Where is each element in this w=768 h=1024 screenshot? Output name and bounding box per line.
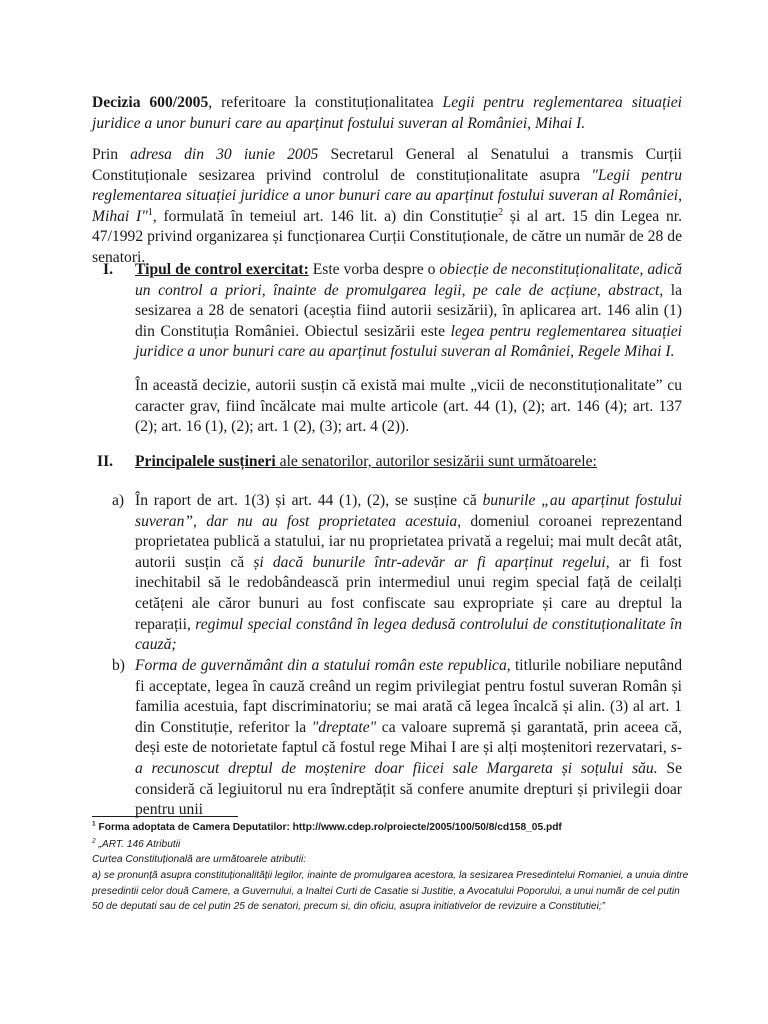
section-number-2: II. bbox=[97, 453, 114, 470]
footnote-1-text: Forma adoptata de Camera Deputatilor: http://www.cdep.ro/proiecte/2005/100/50/8/cd158_05.pdf bbox=[95, 822, 562, 833]
item-a-paragraph bbox=[135, 491, 682, 656]
text: , formulată în temeiul art. 146 lit. a) din Constituție bbox=[152, 207, 499, 225]
footnote-2-line-2: Curtea Constituțională are următoarele atributii: bbox=[92, 854, 307, 865]
text: s-a recunoscut dreptul de moștenire doar fiicei sale Margareta și soțului său. bbox=[135, 739, 682, 777]
footnote-2-text: „ART. 146 Atributii bbox=[95, 839, 181, 850]
footnote-separator bbox=[92, 816, 238, 817]
text: "Legii pentru reglementarea situației juridice a unor bunuri care au aparținut fostului suveran al României, Mihai I" bbox=[92, 166, 683, 225]
section-number-1: I. bbox=[103, 261, 113, 278]
text: Secretarul General al Senatului a transmis Curții Constituționale sesizarea privind controlul de constituționalitate asupra bbox=[92, 146, 682, 184]
footnote-1-number: 1 bbox=[92, 820, 96, 828]
decision-title bbox=[92, 93, 682, 134]
text: adresa din 30 iunie 2005 bbox=[130, 146, 319, 163]
text: legea pentru reglementarea situației juridice a unor bunuri care au aparținut fostului suveran al României, Regele Mihai I. bbox=[135, 322, 682, 361]
intro-paragraph bbox=[92, 145, 682, 269]
text: bunurile „au aparținut fostului suveran”, dar nu au fost proprietatea acestuia bbox=[135, 492, 682, 530]
text: Se consideră că legiuitorul nu era îndreptățit să confere anumite drepturi și privilegii doar pentru unii bbox=[135, 759, 682, 819]
section-2-heading-line bbox=[135, 452, 682, 473]
title-text: , referitoare la constituționalitatea bbox=[208, 94, 443, 111]
text: și dacă bunurile într-adevăr ar fi aparținut regelui bbox=[253, 553, 606, 571]
text: și al art. 15 din Legea nr. 47/1992 privind organizarea și funcționarea Curții Constituționale, de către un număr de 28 de senatori. bbox=[92, 207, 682, 266]
text: ale senatorilor, autorilor sesizării sunt următoarele: bbox=[275, 453, 597, 470]
footnote-ref-1[interactable]: 1 bbox=[147, 206, 153, 218]
section-1-heading: Tipul de control exercitat bbox=[135, 261, 304, 278]
text: Forma de guvernământ din a statului român este republica, bbox=[135, 657, 511, 674]
footnote-2-line-3: a) se pronunță asupra constituționalității legilor, inainte de promulgarea acestora, la sesizarea Presedintelui Romaniei, a unuia dintre presedintii celor două Camere, a Guvernului, a Inaltei Curti de Casatie si Justitie, a Avocatului Poporului, a unui număr de cel putin 50 de deputati sau de cel putin 25 de senatori, precum si, din oficiu, asupra initiativelor de revizuire a Constitutiei;” bbox=[92, 870, 689, 913]
section-1-paragraph-2: În această decizie, autorii susțin că există mai multe „vicii de neconstituționalitate” cu caracter grav, fiind încălcate mai multe articole (art. 44 (1), (2); art. 146 (4); art. 137 (2); art. 16 (1), (2); art. 1 (2), (3); art. 4 (2)). bbox=[135, 377, 682, 436]
text: În raport de art. 1(3) și art. 44 (1), (2), se susține că bbox=[135, 492, 483, 509]
text: la sesizarea a 28 de senatori (aceștia fiind autorii sesizării), în aplicarea art. 146 alin (1) din Constituția României. Obiectul sesizării este bbox=[135, 281, 682, 340]
heading-colon: : bbox=[303, 261, 309, 278]
item-b-paragraph bbox=[135, 656, 682, 821]
text: "dreptate" bbox=[311, 718, 377, 736]
footnote-2-number: 2 bbox=[92, 837, 96, 845]
footnote-1 bbox=[92, 820, 692, 836]
text: obiecție de neconstituționalitate, adică un control a priori, înainte de promulgarea legii, pe cale de acțiune, abstract, bbox=[135, 261, 682, 299]
decision-number: Decizia 600/2005 bbox=[92, 94, 209, 111]
text: regimul special constând în legea dedusă controlului de constituționalitate în cauză; bbox=[135, 615, 682, 654]
section-1-paragraph bbox=[135, 260, 682, 363]
item-a-marker: a) bbox=[112, 492, 125, 509]
text: , domeniul coroanei reprezentand proprietatea publică a statului, iar nu proprietatea privată a regelui; mai mult decât atât, autorii susțin că bbox=[135, 512, 682, 571]
footnote-ref-2[interactable]: 2 bbox=[498, 206, 504, 218]
text: titlurile nobiliare neputând fi acceptate, legea în cauză creând un regim privilegiat pentru fostul suveran Român și familia acestuia, fapt discriminatoriu; se mai arată că legea încalcă și alin. (3) al art. 1 din Constituție, referitor la bbox=[135, 657, 682, 736]
text: Este vorba despre o bbox=[308, 261, 440, 278]
text: Prin bbox=[92, 146, 131, 163]
footnote-2-line-1 bbox=[92, 837, 692, 853]
text: ca valoare supremă și garantată, prin aceea că, deși este de notorietate faptul că fostul rege Mihai I are și alți moștenitori rezervatari, bbox=[135, 718, 682, 757]
item-b-marker: b) bbox=[112, 657, 125, 674]
text: , ar fi fost inechitabil să le redobândească prin intermediul unui regim special față de ceilalți cetățeni ale căror bunuri au fost confiscate sau expropriate și care au dreptul la reparații, bbox=[135, 553, 683, 633]
section-2-heading: Principalele susțineri bbox=[135, 453, 276, 470]
law-title: Legii pentru reglementarea situației juridice a unor bunuri care au aparținut fostului suveran al României, Mihai I. bbox=[92, 94, 682, 132]
